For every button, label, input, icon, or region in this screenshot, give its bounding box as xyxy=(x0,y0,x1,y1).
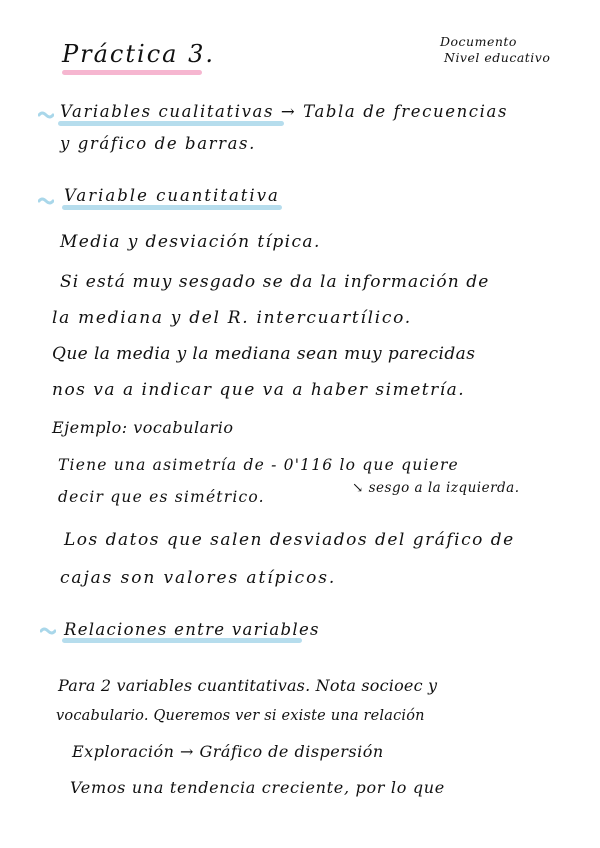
corner-note-line1: Documento xyxy=(440,34,517,49)
text-line: vocabulario. Queremos ver si existe una relación xyxy=(56,708,425,724)
bullet-icon xyxy=(38,196,54,206)
section3-heading: Relaciones entre variables xyxy=(64,620,320,639)
text-line: cajas son valores atípicos. xyxy=(60,568,337,588)
text-line: Media y desviación típica. xyxy=(60,232,321,252)
text-line: decir que es simétrico. xyxy=(58,488,265,506)
text-line: Ejemplo: vocabulario xyxy=(52,418,234,437)
text-line: la mediana y del R. intercuartílico. xyxy=(52,308,412,328)
text-line: Tiene una asimetría de - 0'116 lo que quiere xyxy=(58,456,459,474)
text-line: nos va a indicar que va a haber simetría. xyxy=(52,380,466,400)
section2-highlight xyxy=(62,205,282,210)
text-line: Exploración → Gráfico de dispersión xyxy=(72,742,384,761)
text-line: Que la media y la mediana sean muy parecidas xyxy=(52,344,476,364)
corner-note-line2: Nivel educativo xyxy=(444,50,551,65)
text-line: Vemos una tendencia creciente, por lo que xyxy=(70,778,445,797)
annotation-note: ↘ sesgo a la izquierda. xyxy=(352,480,520,496)
bullet-icon xyxy=(38,110,54,120)
text-line: Para 2 variables cuantitativas. Nota socioec y xyxy=(58,676,438,695)
page-title: Práctica 3. xyxy=(62,40,215,68)
section1-heading-line1: Variables cualitativas → Tabla de frecuencias xyxy=(60,102,509,121)
text-line: Si está muy sesgado se da la información de xyxy=(60,272,490,292)
text-line: Los datos que salen desviados del gráfico de xyxy=(64,530,515,550)
section2-heading: Variable cuantitativa xyxy=(64,186,280,205)
section1-highlight xyxy=(58,121,284,126)
section1-heading-line2: y gráfico de barras. xyxy=(60,134,256,153)
bullet-icon xyxy=(40,626,56,636)
title-highlight xyxy=(62,70,202,75)
